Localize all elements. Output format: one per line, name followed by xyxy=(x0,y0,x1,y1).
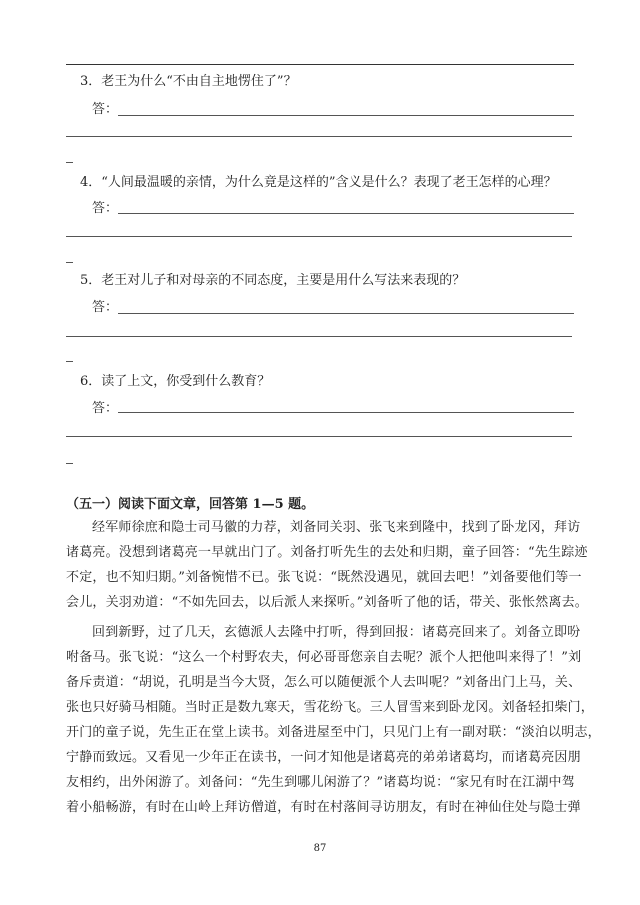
answer-label-6: 答： xyxy=(92,401,119,416)
paragraph-line: 着小船畅游，有时在山岭上拜访僧道，有时在村落间寻访朋友，有时在神仙住处与隐士弹 xyxy=(66,800,581,815)
answer-line-5c[interactable] xyxy=(66,361,73,362)
answer-line-3a[interactable] xyxy=(118,115,574,116)
question-4: 4．“人间最温暖的亲情，为什么竟是这样的”含义是什么？表现了老王怎样的心理？ xyxy=(80,175,557,190)
answer-line-3b[interactable] xyxy=(66,136,572,137)
answer-line-4b[interactable] xyxy=(66,236,572,237)
paragraph-2 xyxy=(66,620,601,820)
answer-label-4: 答： xyxy=(92,201,119,216)
page-number: 87 xyxy=(313,843,327,854)
paragraph-line: 开门的童子说，先生正在堂上读书。刘备进屋至中门，只见门上有一副对联：“淡泊以明志， xyxy=(66,725,601,740)
paragraph-line: 诸葛亮。没想到诸葛亮一早就出门了。刘备打听先生的去处和归期，童子回答：“先生踪迹 xyxy=(66,545,588,560)
paragraph-line: 备斥责道：“胡说，孔明是当今大贤，怎么可以随便派个人去叫呢？”刘备出门上马，关、 xyxy=(66,675,582,690)
answer-label-3: 答： xyxy=(92,102,119,117)
paragraph-line: 会儿，关羽劝道：“不如先回去，以后派人来探听。”刘备听了他的话，带关、张怅然离去。 xyxy=(66,595,588,610)
answer-line-6a[interactable] xyxy=(118,412,574,413)
answer-line-6c[interactable] xyxy=(66,463,73,464)
section-heading: （五一）阅读下面文章，回答第 1—5 题。 xyxy=(66,497,315,512)
answer-line-3c[interactable] xyxy=(66,162,73,163)
answer-line-5a[interactable] xyxy=(118,313,574,314)
header-rule xyxy=(66,64,574,65)
paragraph-line: 回到新野，过了几天，玄德派人去隆中打听，得到回报：诸葛亮回来了。刘备立即吩 xyxy=(92,625,581,640)
paragraph-line: 不定，也不知归期。”刘备惋惜不已。张飞说：“既然没遇见，就回去吧！”刘备要他们等一 xyxy=(66,570,582,585)
paragraph-line: 咐备马。张飞说：“这么一个村野农夫，何必哥哥您亲自去呢？派个人把他叫来得了！”刘 xyxy=(66,650,582,665)
answer-line-5b[interactable] xyxy=(66,336,572,337)
paragraph-line: 宁静而致远。又看见一少年正在读书，一问才知他是诸葛亮的弟弟诸葛均，而诸葛亮因朋 xyxy=(66,750,581,765)
paragraph-1 xyxy=(66,515,588,615)
question-5: 5．老王对儿子和对母亲的不同态度，主要是用什么写法来表现的？ xyxy=(80,273,466,288)
question-6: 6．读了上文，你受到什么教育？ xyxy=(80,374,271,389)
answer-label-5: 答： xyxy=(92,300,119,315)
paragraph-line: 张也只好骑马相随。当时正是数九寒天，雪花纷飞。三人冒雪来到卧龙冈。刘备轻扣柴门， xyxy=(66,700,595,715)
paragraph-line: 友相约，出外闲游了。刘备问：“先生到哪儿闲游了？”诸葛均说：“家兄有时在江湖中驾 xyxy=(66,775,575,790)
answer-line-4a[interactable] xyxy=(118,213,574,214)
answer-line-6b[interactable] xyxy=(66,436,572,437)
question-3: 3．老王为什么“不由自主地愣住了”？ xyxy=(80,74,297,89)
paragraph-line: 经军师徐庶和隐士司马徽的力荐，刘备同关羽、张飞来到隆中，找到了卧龙冈，拜访 xyxy=(92,520,581,535)
answer-line-4c[interactable] xyxy=(66,262,73,263)
